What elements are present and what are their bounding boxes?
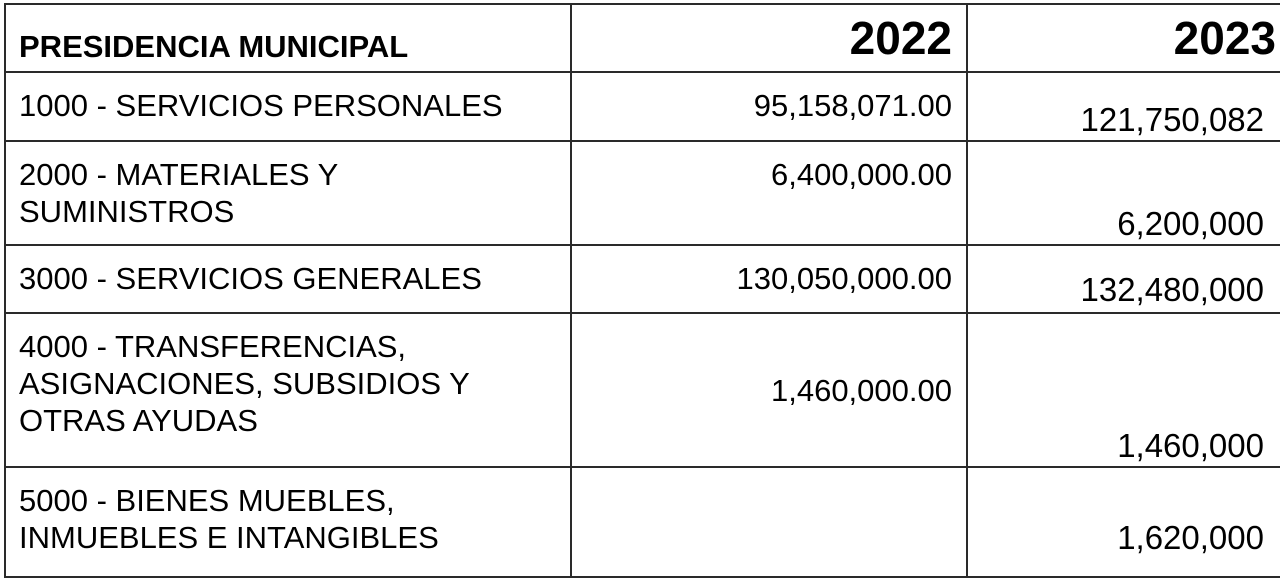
row-concept <box>5 467 571 577</box>
concept-line: 5000 - BIENES MUEBLES, <box>19 483 395 518</box>
budget-table <box>4 3 1280 578</box>
table-row <box>5 467 1280 577</box>
table-row <box>5 72 1280 141</box>
concept-line: 2000 - MATERIALES Y <box>19 157 339 192</box>
concept-line: ASIGNACIONES, SUBSIDIOS Y <box>19 366 470 401</box>
amount-2023: 1,620,000 <box>967 467 1280 577</box>
row-concept <box>5 141 571 245</box>
amount-2023: 132,480,000 <box>967 245 1280 313</box>
concept-line: 1000 - SERVICIOS PERSONALES <box>19 88 503 123</box>
concept-line: INMUEBLES E INTANGIBLES <box>19 520 439 555</box>
concept-line: OTRAS AYUDAS <box>19 403 258 438</box>
amount-2022: 1,460,000.00 <box>571 313 967 467</box>
concept-line: 3000 - SERVICIOS GENERALES <box>19 261 482 296</box>
amount-2022: 130,050,000.00 <box>571 245 967 313</box>
header-concept: PRESIDENCIA MUNICIPAL <box>5 4 571 72</box>
row-concept <box>5 313 571 467</box>
amount-2022 <box>571 467 967 577</box>
header-year-2022: 2022 <box>571 4 967 72</box>
table-header-row <box>5 4 1280 72</box>
row-concept <box>5 245 571 313</box>
amount-2023: 6,200,000 <box>967 141 1280 245</box>
concept-line: SUMINISTROS <box>19 194 235 229</box>
amount-2023: 121,750,082 <box>967 72 1280 141</box>
table-row <box>5 245 1280 313</box>
row-concept <box>5 72 571 141</box>
amount-2022: 95,158,071.00 <box>571 72 967 141</box>
table-row <box>5 313 1280 467</box>
concept-line: 4000 - TRANSFERENCIAS, <box>19 329 407 364</box>
header-year-2023: 2023 <box>967 4 1280 72</box>
amount-2022: 6,400,000.00 <box>571 141 967 245</box>
amount-2023: 1,460,000 <box>967 313 1280 467</box>
table-row <box>5 141 1280 245</box>
